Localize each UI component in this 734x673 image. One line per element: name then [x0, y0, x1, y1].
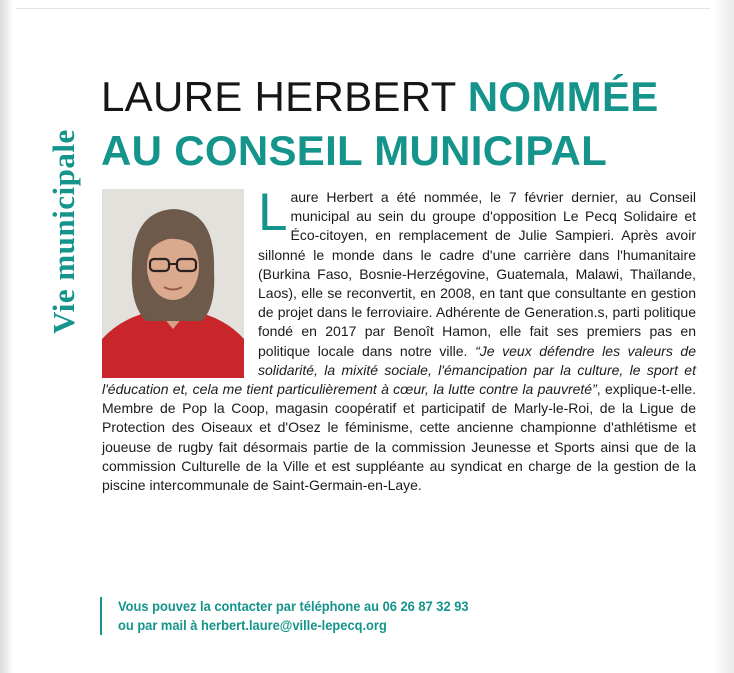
contact-box [100, 597, 678, 635]
contact-phone-line: Vous pouvez la contacter par téléphone au 06 26 87 32 93 [118, 598, 469, 614]
title-name: LAURE HERBERT [101, 73, 456, 120]
page-gutter-shadow [0, 0, 14, 673]
body-quote: “Je veux défendre les valeurs de solidarité, la mixité sociale, l'émancipation par la culture, le sport et l'éducation et, cela me tient particulièrement à cœur, la lutte contre la pauvreté” [102, 342, 696, 398]
article-title [101, 70, 701, 178]
drop-cap: L [258, 183, 288, 242]
top-rule [16, 8, 710, 9]
section-label: Vie municipale [46, 129, 81, 334]
page-edge-shadow [712, 0, 734, 673]
article-body [102, 183, 697, 495]
body-paragraph-continued: , explique-t-elle. Membre de Pop la Coop, magasin coopératif et participatif de Marly-le-Roi, de la Ligue de Protection des Oiseaux et d'Osez le féminisme, cette ancienne championne d'athlétisme et joueuse de rugby fait désormais partie de la commission Jeunesse et Sports ainsi que de la commission Culturelle de la Ville et est suppléante au syndicat en charge de la gestion de la piscine intercommunale de Saint-Germain-en-Laye. [102, 381, 697, 494]
photo-spacer [102, 188, 258, 372]
title-emphasis: NOMMÉE AU CONSEIL MUNICIPAL [101, 73, 659, 174]
contact-email-line: ou par mail à herbert.laure@ville-lepecq.org [118, 617, 387, 633]
body-paragraph-intro: aure Herbert a été nommée, le 7 février dernier, au Conseil municipal au sein du groupe d'opposition Le Pecq Solidaire et Éco-citoyen, en remplacement de Julie Sampieri. Après avoir sillonné le monde dans le cadre d'une carrière dans l'humanitaire (Burkina Faso, Bosnie-Herzégovine, Guatemala, Malawi, Thaïlande, Laos), elle se reconvertit, en 2008, en tant que consultante en gestion de projet dans le ferroviaire. Adhérente de Generation.s, parti politique fondé en 2017 par Benoît Hamon, elle fait ses premiers pas en politique locale dans notre ville. [258, 189, 696, 359]
